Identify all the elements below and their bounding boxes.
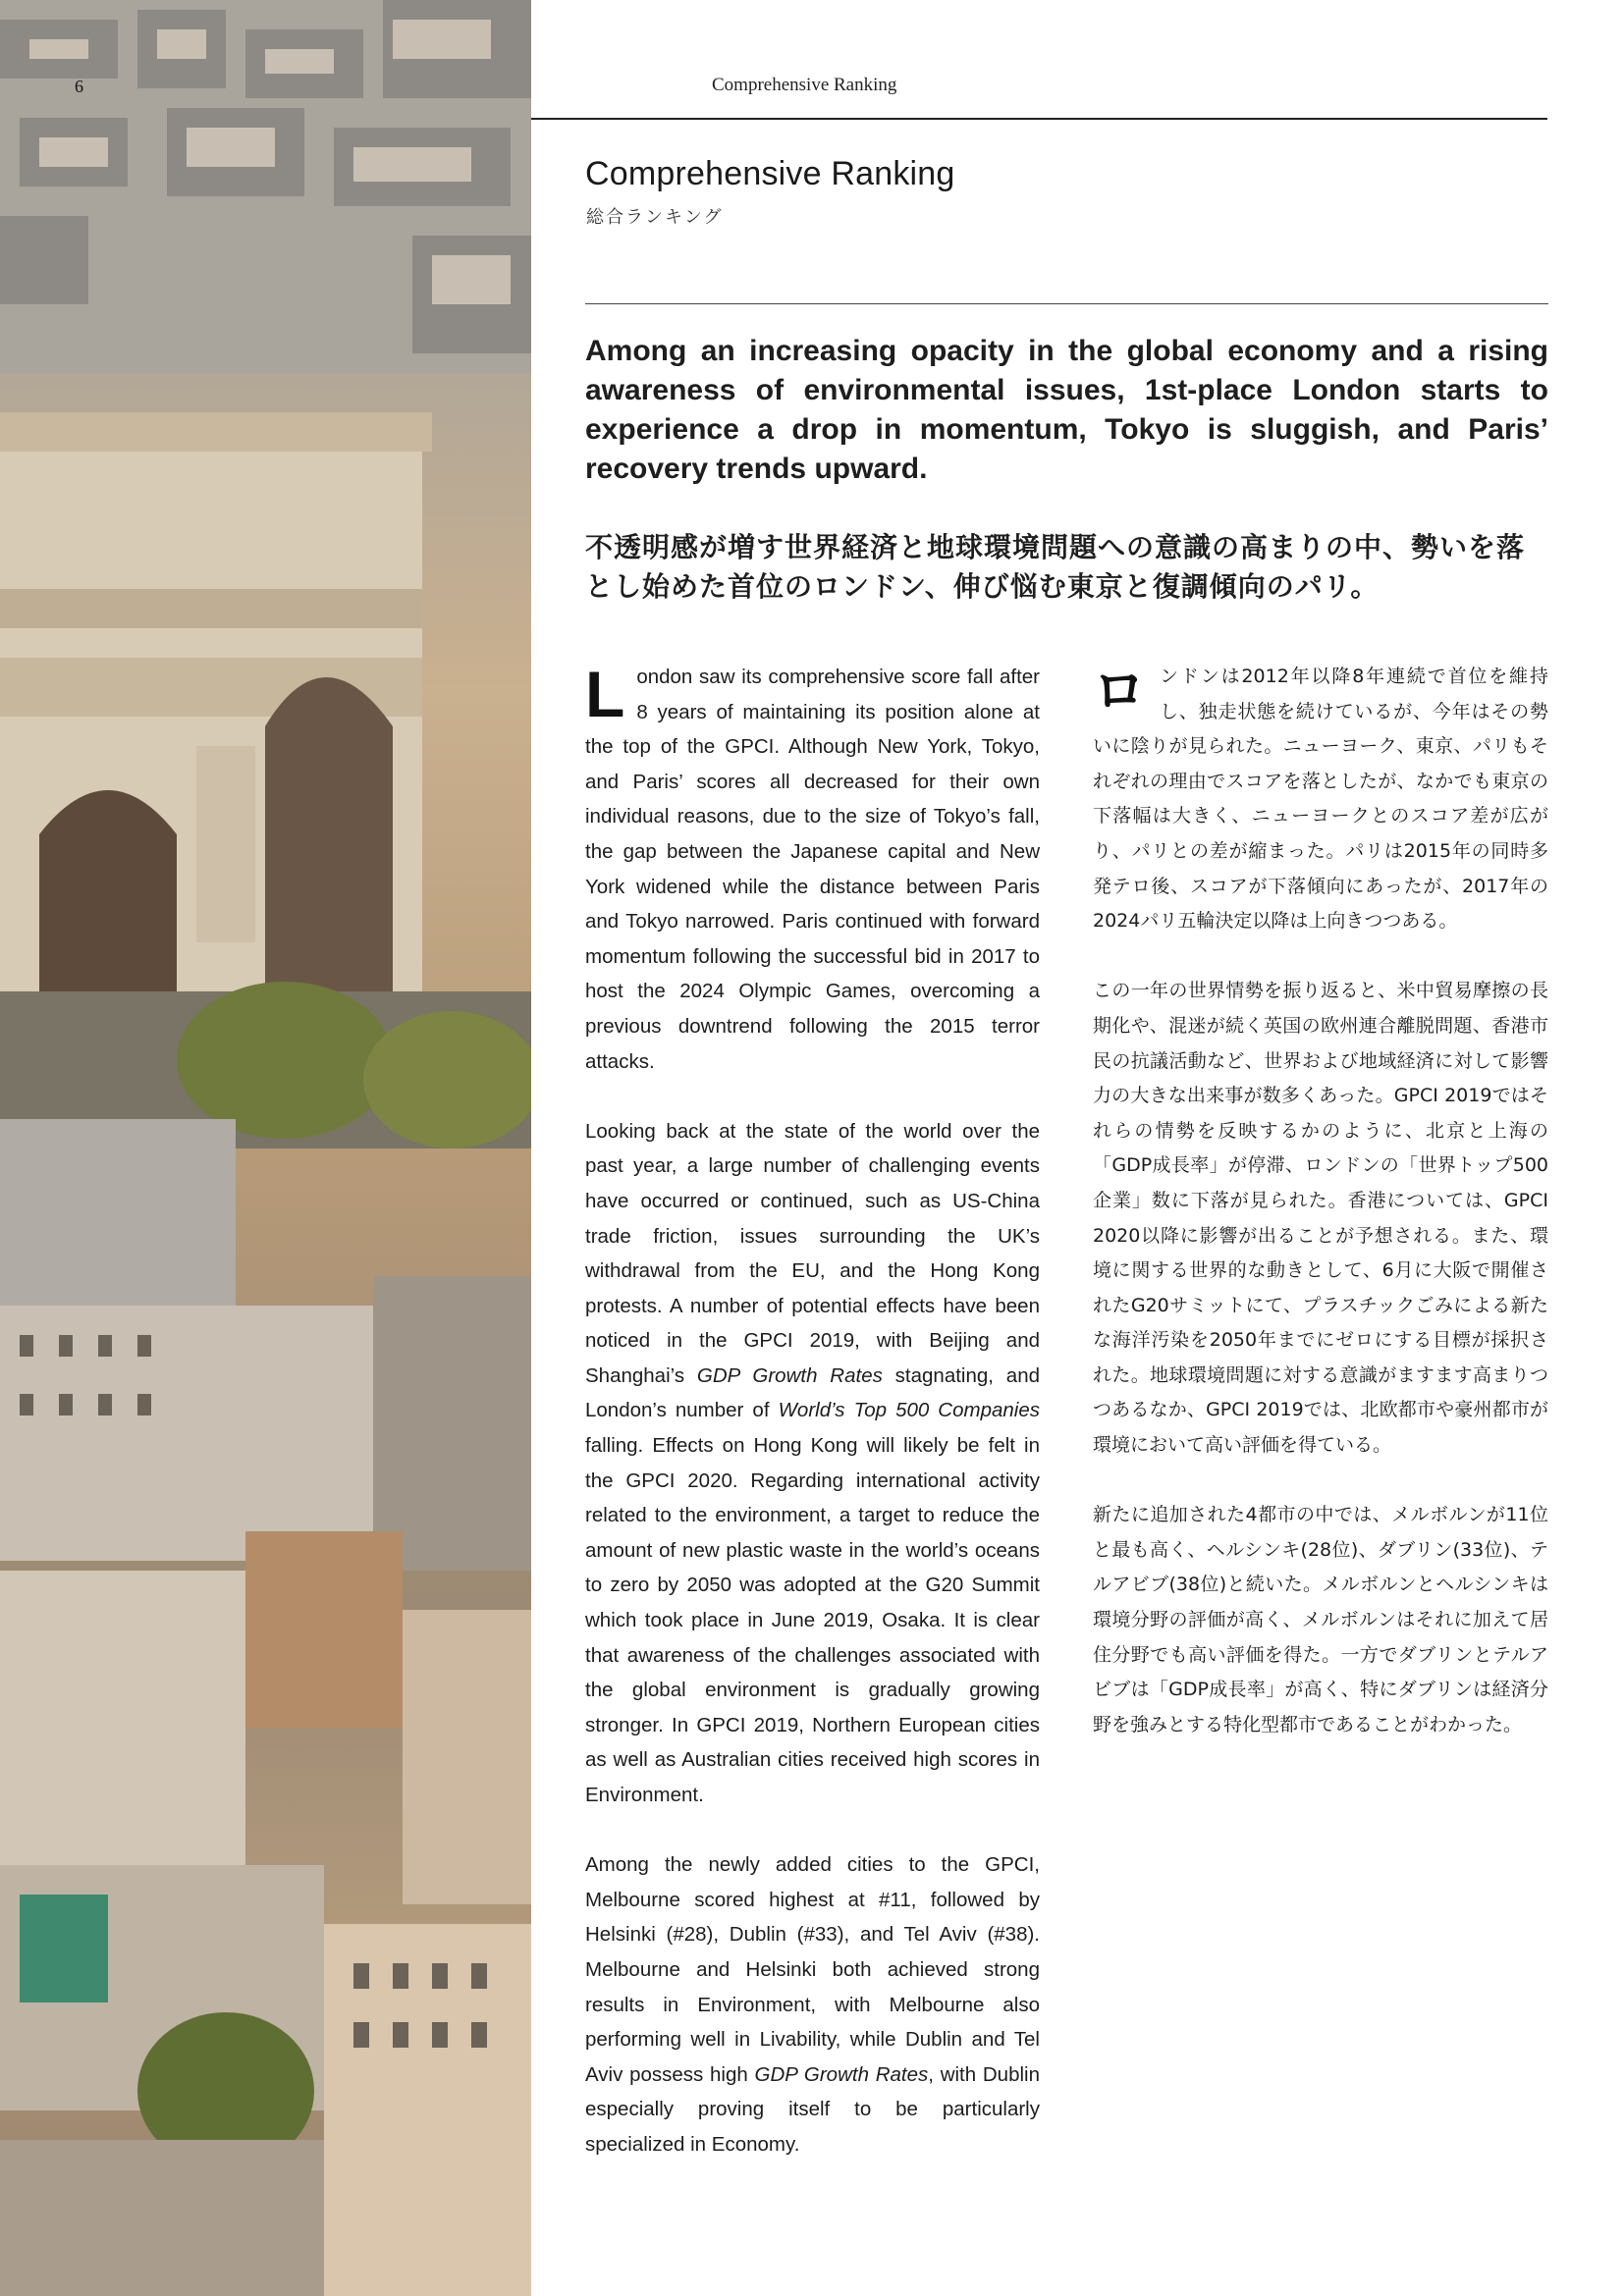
body-en-paragraph-1 (585, 660, 1040, 1079)
body-en-paragraph-1-text: ondon saw its comprehensive score fall after 8 years of maintaining its position alone at the top of the GPCI. Although New York, Tokyo, and Paris’ scores all decreased for their own individual reasons, due to the size of Tokyo’s fall, the gap between the Japanese capital and New York widened while the distance between Paris and Tokyo narrowed. Paris continued with forward momentum following the successful bid in 2017 to host the 2024 Olympic Games, overcoming a previous downtrend following the 2015 terror attacks. (585, 666, 1040, 1073)
page-number: 6 (75, 77, 83, 96)
lead-paragraph-english: Among an increasing opacity in the global economy and a rising awareness of environmental issues, 1st-place London starts to experience a drop in momentum, Tokyo is sluggish, and Paris’ recovery trends upward. (585, 335, 1548, 485)
section-title: Comprehensive Ranking (585, 155, 955, 192)
body-en-paragraph-2 (585, 1114, 1040, 1813)
title-divider (585, 303, 1548, 304)
body-en-p2-text-b: stagnating, and London’s number of (585, 1363, 1040, 1422)
body-en-p2-italic-top500: World’s Top 500 Companies (778, 1399, 1040, 1422)
body-ja-paragraph-3: 新たに追加された4都市の中では、メルボルンが11位と最も高く、ヘルシンキ(28位)、ダブリン(33位)、テルアビブ(38位)と続いた。メルボルンとヘルシンキは環境分野の評価が高く、メルボルンはそれに加えて居住分野でも高い評価を得た。一方でダブリンとテルアビブは「GDP成長率」が高く、特にダブリンは経済分野を強みとする特化型都市であることがわかった。 (1093, 1504, 1548, 1735)
drop-cap-japanese: ロ (1093, 660, 1146, 721)
body-ja-paragraph-2: この一年の世界情勢を振り返ると、米中貿易摩擦の長期化や、混迷が続く英国の欧州連合離脱問題、香港市民の抗議活動など、世界および地域経済に対して影響力の大きな出来事が数多くあった。GPCI 2019ではそれらの情勢を反映するかのように、北京と上海の「GDP成長率」が停滞、ロンドンの「世界トップ500企業」数に下落が見られた。香港については、GPCI 2020以降に影響が出ることが予想される。また、環境に関する世界的な動きとして、6月に大阪で開催されたG20サミットにて、プラスチックごみによる新たな海洋汚染を2050年までにゼロにする目標が採択された。地球環境問題に対する意識がますます高まりつつあるなか、GPCI 2019では、北欧都市や豪州都市が環境において高い評価を得ている。 (1093, 980, 1548, 1457)
body-en-paragraph-3 (585, 1847, 1040, 2162)
body-column-japanese (1093, 660, 1548, 1778)
body-en-p2-italic-gdp: GDP Growth Rates (696, 1363, 883, 1387)
body-en-p2-text-a: Looking back at the state of the world over the past year, a large number of challenging events have occurred or continued, such as US-China trade friction, issues surrounding the UK’s withdrawal from the EU, and the Hong Kong protests. A number of potential effects have been noticed in the GPCI 2019, with Beijing and Shanghai’s (585, 1119, 1040, 1387)
body-column-english (585, 660, 1040, 2197)
body-en-p2-text-c: falling. Effects on Hong Kong will likely be felt in the GPCI 2020. Regarding international activity related to the environment, a target to reduce the amount of new plastic waste in the world’s oceans to zero by 2050 was adopted at the G20 Summit which took place in June 2019, Osaka. It is clear that awareness of the challenges associated with the global environment is gradually growing stronger. In GPCI 2019, Northern European cities as well as Australian cities received high scores in Environment. (585, 1434, 1040, 1806)
body-en-p3-text-b: , with Dublin especially proving itself to be particularly specialized in Economy. (585, 2062, 1040, 2156)
drop-cap: L (585, 658, 625, 730)
body-ja-paragraph-1 (1093, 660, 1548, 939)
body-en-p3-text-a: Among the newly added cities to the GPCI, Melbourne scored highest at #11, followed by Helsinki (#28), Dublin (#33), and Tel Aviv (#38). Melbourne and Helsinki both achieved strong results in Environment, with Melbourne also performing well in Livability, while Dublin and Tel Aviv possess high (585, 1853, 1040, 2086)
body-en-p3-italic-gdp: GDP Growth Rates (754, 2062, 929, 2086)
paris-cityscape-image (0, 0, 531, 2296)
lead-paragraph-japanese: 不透明感が増す世界経済と地球環境問題への意識の高まりの中、勢いを落とし始めた首位のロンドン、伸び悩む東京と復調傾向のパリ。 (585, 531, 1526, 603)
section-title-japanese: 総合ランキング (586, 207, 724, 227)
body-ja-paragraph-1-text: ンドンは2012年以降8年連続で首位を維持し、独走状態を続けているが、今年はその勢いに陰りが見られた。ニューヨーク、東京、パリもそれぞれの理由でスコアを落としたが、なかでも東京の下落幅は大きく、ニューヨークとのスコア差が広がり、パリとの差が縮まった。パリは2015年の同時多発テロ後、スコアが下落傾向にあったが、2017年の2024パリ五輪決定以降は上向きつつある。 (1093, 666, 1548, 933)
running-header: Comprehensive Ranking (712, 75, 897, 95)
paris-photo (0, 0, 531, 2296)
header-rule (531, 118, 1547, 120)
